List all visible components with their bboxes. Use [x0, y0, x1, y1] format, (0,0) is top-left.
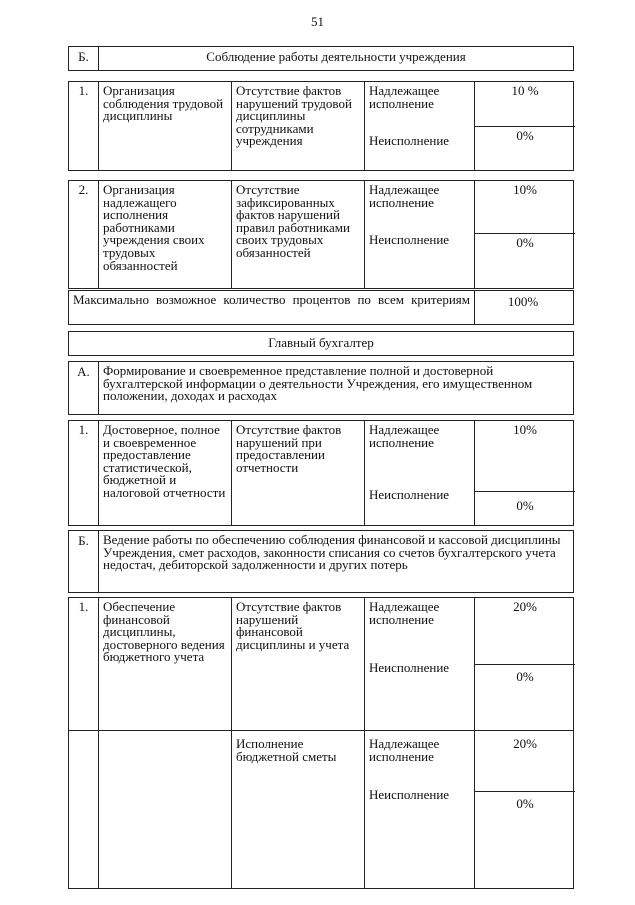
section-title: Соблюдение работы деятельности учреждения	[206, 49, 466, 64]
bad-label: Неисполнение	[369, 660, 450, 675]
bad-value: 0%	[475, 791, 575, 888]
evaluation-labels	[365, 82, 475, 170]
section-letter: Б.	[69, 47, 99, 70]
evaluation-labels	[365, 598, 475, 730]
section-header-b2	[68, 530, 574, 593]
evaluation-labels	[365, 421, 475, 525]
section-title: Ведение работы по обеспечению соблюдения финансовой и кассовой дисциплины Учреждения, смет расходов, законности списания со счетов бухгалтерского учета недостач, дебиторской задолженности и других потерь	[103, 532, 561, 573]
good-label: Надлежащее исполнение	[369, 83, 440, 111]
evaluation-labels	[365, 181, 475, 288]
score-cell	[475, 421, 575, 525]
section-letter: А.	[69, 362, 99, 414]
max-percent-row	[68, 290, 574, 325]
criterion-text: Исполнение бюджетной сметы	[232, 731, 365, 888]
table-row	[68, 597, 574, 731]
bad-label: Неисполнение	[369, 232, 450, 247]
score-cell	[475, 181, 575, 288]
max-percent-label: Максимально возможное количество процентов по всем критериям	[69, 291, 475, 324]
score-cell	[475, 598, 575, 730]
good-value: 20%	[513, 599, 537, 614]
section-header-a	[68, 361, 574, 415]
score-cell	[475, 82, 575, 170]
indicator-text: Организация надлежащего исполнения работниками учреждения своих трудовых обязанностей	[99, 181, 232, 288]
row-number: 2.	[69, 181, 99, 288]
table-row	[68, 731, 574, 889]
row-number: 1.	[69, 421, 99, 525]
role-heading-row	[68, 331, 574, 356]
criterion-text: Отсутствие фактов нарушений при предоставлении отчетности	[232, 421, 365, 525]
evaluation-labels	[365, 731, 475, 888]
bad-label: Неисполнение	[369, 787, 450, 802]
row-number	[69, 731, 99, 888]
criteria-table	[68, 46, 574, 889]
good-label: Надлежащее исполнение	[369, 422, 440, 450]
table-row	[68, 180, 574, 289]
good-value: 10%	[513, 182, 537, 197]
bad-label: Неисполнение	[369, 133, 450, 148]
good-value: 10 %	[511, 83, 539, 98]
bad-value: 0%	[475, 664, 575, 730]
bad-value: 0%	[475, 233, 575, 288]
page-number: 51	[311, 14, 324, 29]
role-heading: Главный бухгалтер	[268, 335, 374, 350]
indicator-text: Обеспечение финансовой дисциплины, достоверного ведения бюджетного учета	[99, 598, 232, 730]
section-title: Формирование и своевременное представление полной и достоверной бухгалтерской информации о деятельности Учреждения, его имущественном положении, доходах и расходах	[103, 363, 533, 404]
indicator-text: Достоверное, полное и своевременное предоставление статистической, бюджетной и налоговой отчетности	[99, 421, 232, 525]
section-header-b1	[68, 46, 574, 71]
good-value: 20%	[513, 736, 537, 751]
table-row	[68, 420, 574, 526]
bad-label: Неисполнение	[369, 487, 450, 502]
table-row	[68, 81, 574, 171]
max-percent-value: 100%	[507, 294, 539, 309]
good-value: 10%	[513, 422, 537, 437]
criterion-text: Отсутствие зафиксированных фактов нарушений правил работниками своих трудовых обязанностей	[232, 181, 365, 288]
bad-value: 0%	[475, 491, 575, 525]
row-number: 1.	[69, 82, 99, 170]
section-letter: Б.	[69, 531, 99, 592]
indicator-text	[99, 731, 232, 888]
good-label: Надлежащее исполнение	[369, 736, 440, 764]
row-number: 1.	[69, 598, 99, 730]
good-label: Надлежащее исполнение	[369, 599, 440, 627]
criterion-text: Отсутствие фактов нарушений финансовой дисциплины и учета	[232, 598, 365, 730]
good-label: Надлежащее исполнение	[369, 182, 440, 210]
bad-value: 0%	[475, 126, 575, 170]
score-cell	[475, 731, 575, 888]
indicator-text: Организация соблюдения трудовой дисциплины	[99, 82, 232, 170]
criterion-text: Отсутствие фактов нарушений трудовой дисциплины сотрудниками учреждения	[232, 82, 365, 170]
